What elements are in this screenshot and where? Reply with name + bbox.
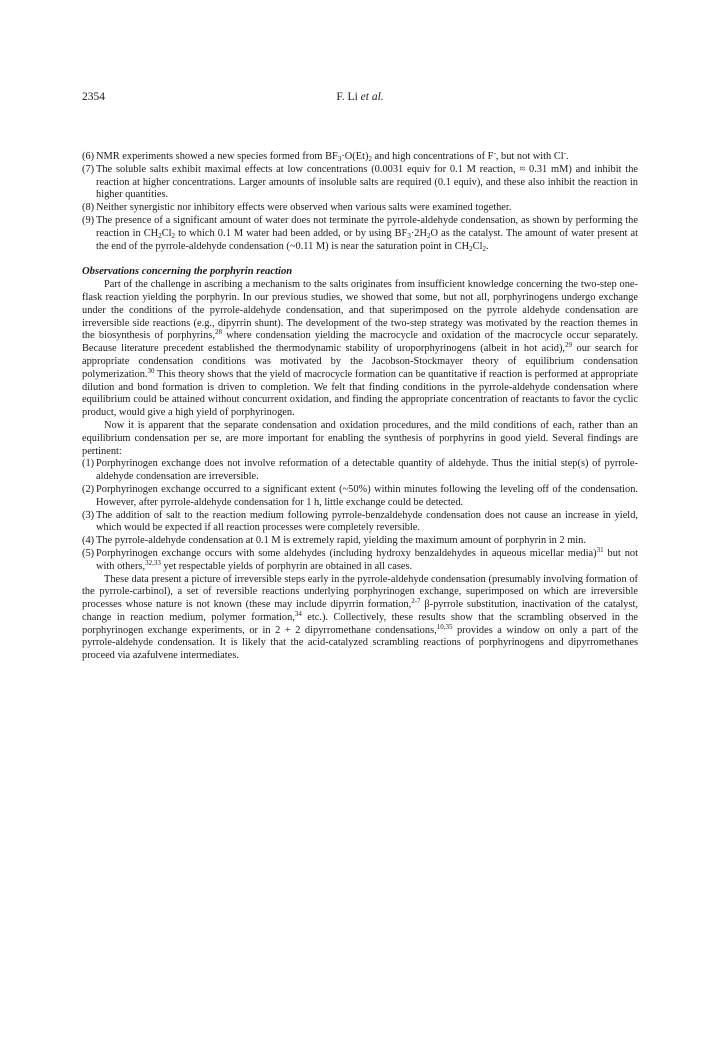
list-item-text: Porphyrinogen exchange occurred to a significant extent (~50%) within minutes following the leveling off of the condensation. However, after pyrrole-aldehyde condensation for 1 h, little exchange could be detected. — [96, 483, 638, 508]
page-number: 2354 — [82, 91, 105, 103]
list-item-text: The presence of a significant amount of water does not terminate the pyrrole-aldehyde condensation, as shown by performing the reaction in $CH_2Cl_2$ to which 0.1 M water had been added, or by using $BF_3\cdot 2H_2O$ as the catalyst. The amount of water present at the end of the pyrrole-aldehyde condensation (~0.11 M) is near the saturation point in $CH_2Cl_2$. — [96, 214, 639, 253]
list-item-text: The pyrrole-aldehyde condensation at 0.1 M is extremely rapid, yielding the maximum amount of porphyrin in 2 min. — [96, 535, 586, 547]
body-text — [82, 151, 638, 663]
section-heading: Observations concerning the porphyrin reaction — [82, 266, 293, 278]
list-item-text: Neither synergistic nor inhibitory effects were observed when various salts were examined together. — [96, 202, 512, 214]
paragraph: Part of the challenge in ascribing a mechanism to the salts originates from insufficient knowledge concerning the two-step one-flask reaction yielding the porphyrin. In our previous studies, we showed that some, but not all, porphyrinogens undergo exchange under the conditions of the pyrrole-aldehyde condensation, and that superimposed on the pyrrole aldehyde condensation are irreversible side reactions (e.g., dipyrrin shunt). The development of the two-step strategy was motivated by the reaction themes in the biosynthesis of porphyrins,$^{28}$ where condensation yielding the macrocycle and oxidation of the macrocycle occur separately. Because literature precedent established the thermodynamic stability of uroporphyrinogens (albeit in hot acid),$^{29}$ our search for appropriate condensation conditions was motivated by the Jacobson-Stockmayer theory of equilibrium condensation polymerization.$^{30}$ This theory shows that the yield of macrocycle formation can be quantitative if reaction is performed at appropriate dilution and bond formation is driven to completion. We felt that finding conditions in the pyrrole-aldehyde condensation where equilibrium could be attained without concurrent oxidation, and finding the appropriate concentration of reactants to favor the cyclic product, would give a high yield of porphyrinogen. — [82, 279, 638, 419]
list-item-text: The soluble salts exhibit maximal effects at low concentrations (0.0031 equiv for 0.1 M reaction, ≈ 0.31 mM) and inhibit the reaction at higher concentrations. Larger amounts of insoluble salts are required (0.1 equiv), and these also inhibit the reaction in higher quantities. — [96, 163, 638, 201]
list-item-text: NMR experiments showed a new species formed from $BF_3\cdot O(Et)_2$ and high concentrations of F-, but not with Cl-. — [96, 149, 569, 163]
findings-list — [82, 458, 638, 573]
list-item-text: Porphyrinogen exchange does not involve reformation of a detectable quantity of aldehyde. Thus the initial step(s) of pyrrole-aldehyde condensation are irreversible. — [96, 458, 638, 483]
list-item — [82, 545, 638, 574]
list-item-text: The addition of salt to the reaction medium following pyrrole-benzaldehyde condensation does not cause an increase in yield, which would be expected if all reaction processes were completely reversible. — [96, 509, 638, 534]
paragraph: Now it is apparent that the separate condensation and oxidation procedures, and the mild conditions of each, rather than an equilibrium condensation per se, are more important for enabling the synthesis of porphyrins in good yield. Several findings are pertinent: — [82, 419, 638, 457]
list-item — [82, 458, 638, 484]
list-item-number: (1) — [82, 458, 95, 470]
observations-list — [82, 151, 638, 253]
list-item-number: (7) — [82, 163, 95, 175]
list-item — [82, 510, 638, 536]
list-item — [82, 215, 638, 253]
list-item-text: Porphyrinogen exchange occurs with some aldehydes (including hydroxy benzaldehydes in aqueous micellar media)$^{31}$ but not with others,$^{32,33}$ yet respectable yields of porphyrin are obtained in all cases. — [96, 545, 638, 572]
list-item — [82, 202, 638, 215]
list-item — [82, 164, 638, 202]
running-head-authors: F. Li — [336, 91, 358, 103]
list-item-number: (5) — [82, 547, 95, 559]
list-item-number: (6) — [82, 151, 95, 162]
list-item-number: (8) — [82, 202, 95, 214]
list-item-number: (4) — [82, 535, 95, 547]
list-item-number: (2) — [82, 483, 95, 495]
paragraph: These data present a picture of irreversible steps early in the pyrrole-aldehyde condensation (presumably involving formation of the pyrrole-carbinol), a set of reversible reactions underlying porphyrinogen exchange, superimposed on which are irreversible processes whose nature is not known (these may include dipyrrin formation,$^{2-7}$ β-pyrrole substitution, inactivation of the catalyst, change in reaction medium, polymer formation,$^{34}$ etc.). Collectively, these results show that the scrambling observed in the porphyrinogen exchange experiments, or in 2 + 2 dipyrromethane condensations,$^{10,35}$ provides a window on only a part of the pyrrole-aldehyde condensation. It is likely that the acid-catalyzed scrambling reactions of porphyrinogens and dipyrromethanes proceed via azafulvene intermediates. — [82, 573, 639, 662]
running-head-etal: et al. — [360, 91, 384, 103]
page-header — [82, 91, 638, 107]
list-item — [82, 484, 638, 510]
running-head — [82, 91, 638, 103]
list-item — [82, 535, 638, 548]
list-item-number: (3) — [82, 509, 95, 521]
list-item — [82, 151, 638, 164]
list-item-number: (9) — [82, 214, 95, 226]
